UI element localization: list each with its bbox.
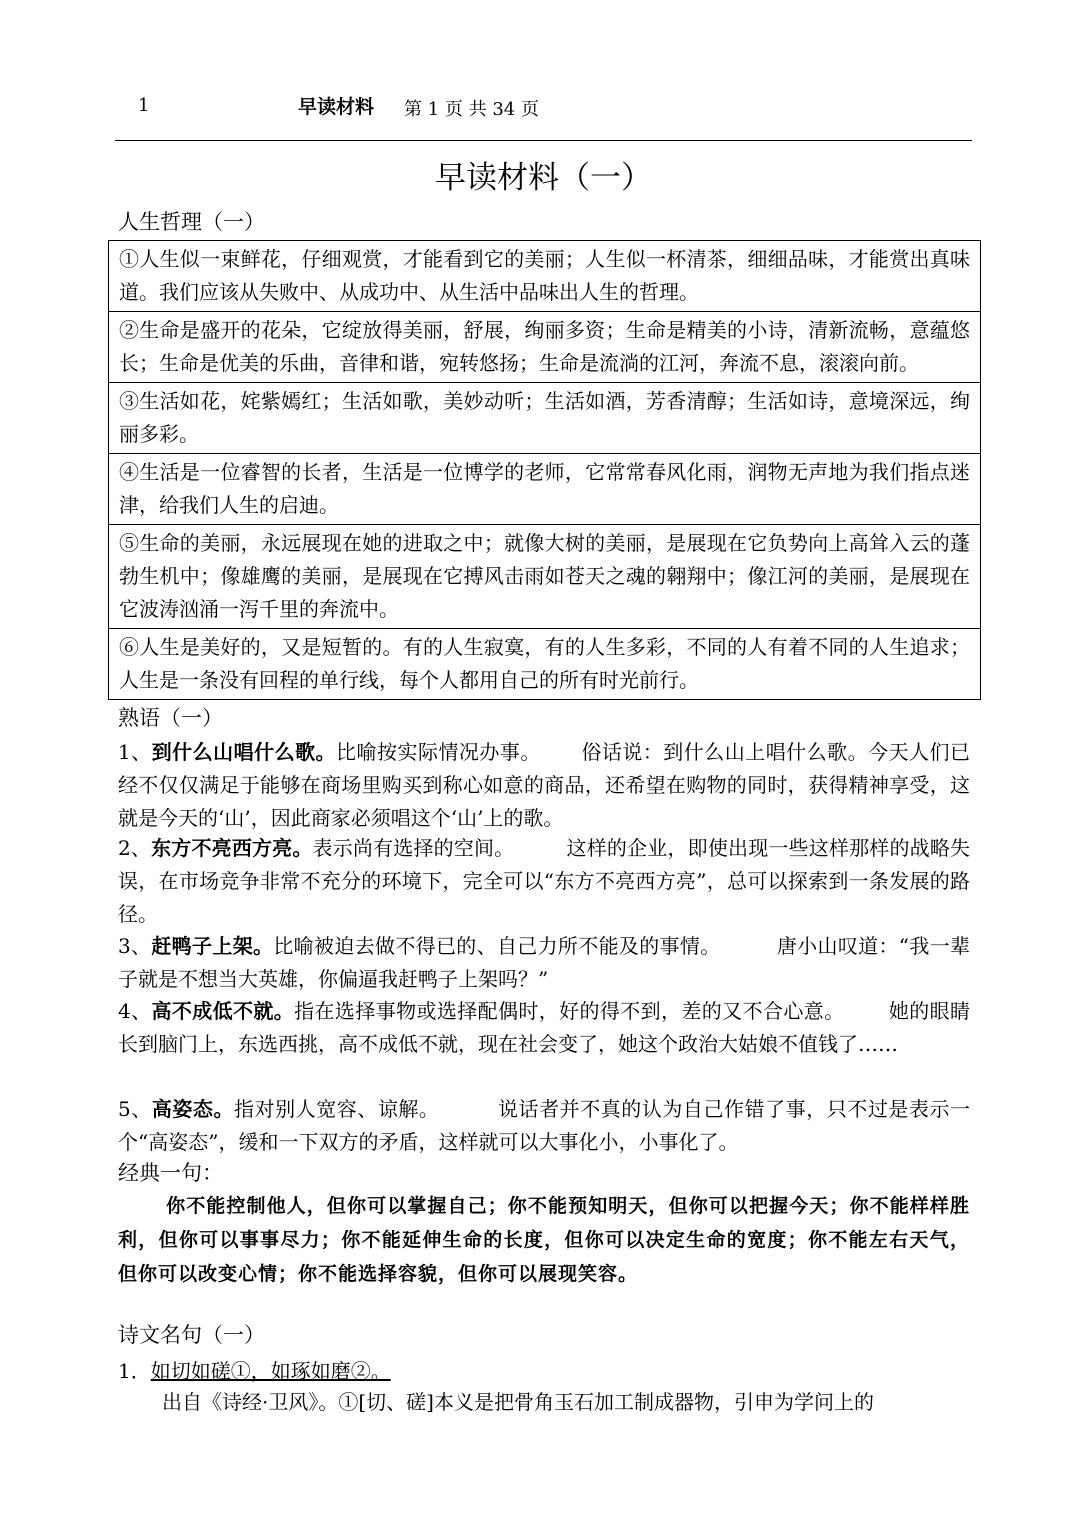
idiom-example: 俗话说：到什么山上唱什么歌。今天人们已经不仅仅满足于能够在商场里购买到称心如意的商品，还希望在购物的同时，获得精神享受，这就是今天的‘山’，因此商家必须唱这个‘山’上的歌。 xyxy=(118,740,971,830)
idiom-example: 这样的企业，即使出现一些这样那样的战略失误，在市场竞争非常不充分的环境下，完全可以“东方不亮西方亮”，总可以探索到一条发展的路径。 xyxy=(118,836,971,926)
philosophy-item: ⑤生命的美丽，永远展现在她的进取之中；就像大树的美丽，是展现在它负势向上高耸入云的蓬勃生机中；像雄鹰的美丽，是展现在它搏风击雨如苍天之魂的翱翔中；像江河的美丽，是展现在它波涛汹涌一泻千里的奔流中。 xyxy=(109,525,981,629)
idiom-number: 3、 xyxy=(118,934,152,958)
poetry-heading: 诗文名句（一） xyxy=(118,1323,265,1347)
idiom-item xyxy=(118,930,970,996)
idiom-item xyxy=(118,736,970,835)
idiom-number: 4、 xyxy=(118,999,152,1023)
poetry-line-text: 如切如磋①，如琢如磨②。 xyxy=(150,1359,391,1383)
idiom-number: 2、 xyxy=(118,836,152,860)
idiom-term: 东方不亮西方亮。 xyxy=(151,836,313,860)
table-row xyxy=(109,312,981,383)
idiom-meaning: 指在选择事物或选择配偶时，好的得不到，差的又不合心意。 xyxy=(294,999,845,1023)
table-row xyxy=(109,525,981,629)
poetry-line-number: 1． xyxy=(118,1359,151,1383)
philosophy-item: ⑥人生是美好的，又是短暂的。有的人生寂寞，有的人生多彩，不同的人有着不同的人生追求；人生是一条没有回程的单行线，每个人都用自己的所有时光前行。 xyxy=(109,629,981,700)
table-row xyxy=(109,241,981,312)
idioms-heading: 熟语（一） xyxy=(118,706,223,730)
document-title: 早读材料（一） xyxy=(435,160,652,196)
header-title: 早读材料 xyxy=(298,96,375,118)
idiom-term: 高不成低不就。 xyxy=(151,999,295,1023)
philosophy-item: ④生活是一位睿智的长者，生活是一位博学的老师，它常常春风化雨，润物无声地为我们指点迷津，给我们人生的启迪。 xyxy=(109,454,981,525)
idiom-meaning: 表示尚有选择的空间。 xyxy=(312,836,515,860)
idiom-meaning: 比喻被迫去做不得已的、自己力所不能及的事情。 xyxy=(273,934,721,958)
poetry-line xyxy=(118,1356,391,1386)
philosophy-item: ②生命是盛开的花朵，它绽放得美丽，舒展，绚丽多资；生命是精美的小诗，清新流畅，意蕴悠长；生命是优美的乐曲，音律和谐，宛转悠扬；生命是流淌的江河，奔流不息，滚滚向前。 xyxy=(109,312,981,383)
page-index: 1 xyxy=(138,95,150,116)
page-header xyxy=(0,92,1087,122)
idiom-meaning: 比喻按实际情况办事。 xyxy=(336,740,541,764)
classic-quote xyxy=(118,1189,970,1291)
table-row xyxy=(109,629,981,700)
idiom-item xyxy=(118,995,970,1061)
idiom-item xyxy=(118,832,970,931)
philosophy-heading: 人生哲理（一） xyxy=(118,210,265,234)
table-row xyxy=(109,383,981,454)
idiom-example: 说话者并不真的认为自己作错了事，只不过是表示一个“高姿态”，缓和一下双方的矛盾，这样就可以大事化小，小事化了。 xyxy=(118,1097,971,1154)
idiom-number: 1、 xyxy=(118,740,152,764)
idiom-term: 高姿态。 xyxy=(151,1097,235,1121)
page-info: 第 1 页 共 34 页 xyxy=(404,99,539,120)
idiom-term: 赶鸭子上架。 xyxy=(151,934,274,958)
idiom-term: 到什么山唱什么歌。 xyxy=(151,740,337,764)
header-divider xyxy=(115,140,972,141)
idiom-example: 她的眼睛长到脑门上，东选西挑，高不成低不就，现在社会变了，她这个政治大姑娘不值钱了…… xyxy=(118,999,971,1056)
classic-heading: 经典一句： xyxy=(118,1161,223,1185)
table-row xyxy=(109,454,981,525)
classic-text: 你不能控制他人，但你可以掌握自己；你不能预知明天，但你可以把握今天；你不能样样胜利，但你可以事事尽力；你不能延伸生命的长度，但你可以决定生命的宽度；你不能左右天气，但你可以改变心情；你不能选择容貌，但你可以展现笑容。 xyxy=(118,1195,970,1285)
idiom-number: 5、 xyxy=(118,1097,152,1121)
idiom-meaning: 指对别人宽容、谅解。 xyxy=(234,1097,440,1121)
philosophy-item: ③生活如花，姹紫嫣红；生活如歌，美妙动听；生活如酒，芳香清醇；生活如诗，意境深远，绚丽多彩。 xyxy=(109,383,981,454)
poetry-explanation: 出自《诗经·卫风》。①[切、磋]本义是把骨角玉石加工制成器物，引申为学问上的 xyxy=(162,1390,874,1414)
philosophy-item: ①人生似一束鲜花，仔细观赏，才能看到它的美丽；人生似一杯清茶，细细品味，才能赏出真味道。我们应该从失败中、从成功中、从生活中品味出人生的哲理。 xyxy=(109,241,981,312)
philosophy-table xyxy=(108,240,981,700)
idiom-example: 唐小山叹道：“我一辈子就是不想当大英雄，你偏逼我赶鸭子上架吗？” xyxy=(118,934,971,991)
idiom-item xyxy=(118,1093,970,1159)
